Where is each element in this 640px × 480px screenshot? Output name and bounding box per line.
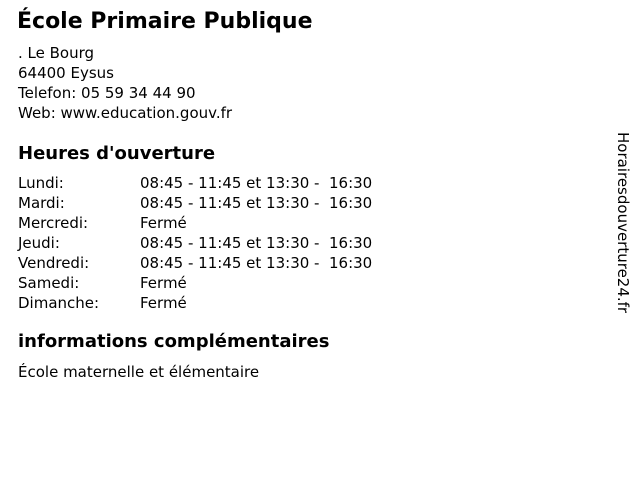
opening-hours-heading: Heures d'ouverture (18, 143, 216, 164)
day-label: Mercredi: (18, 214, 89, 232)
hours-value: 08:45 - 11:45 et 13:30 - 16:30 (140, 174, 373, 192)
additional-info-heading: informations complémentaires (18, 331, 330, 352)
day-label: Dimanche: (18, 294, 100, 312)
day-label: Mardi: (18, 194, 65, 212)
hours-value: 08:45 - 11:45 et 13:30 - 16:30 (140, 254, 373, 272)
site-watermark: Horairesdouverture24.fr (614, 132, 632, 314)
day-label: Lundi: (18, 174, 64, 192)
hours-value: 08:45 - 11:45 et 13:30 - 16:30 (140, 234, 373, 252)
hours-row-saturday (18, 273, 372, 293)
hours-row-sunday (18, 293, 372, 313)
hours-row-friday (18, 253, 372, 273)
business-name: École Primaire Publique (17, 9, 313, 34)
hours-row-wednesday (18, 213, 372, 233)
hours-row-tuesday (18, 193, 372, 213)
additional-info-text: École maternelle et élémentaire (18, 363, 260, 381)
hours-value: Fermé (140, 214, 187, 232)
day-label: Vendredi: (18, 254, 90, 272)
hours-value: Fermé (140, 294, 187, 312)
address-street: . Le Bourg (18, 44, 95, 62)
hours-value: 08:45 - 11:45 et 13:30 - 16:30 (140, 194, 373, 212)
address-block (18, 43, 232, 123)
hours-row-monday (18, 173, 372, 193)
address-city: 64400 Eysus (18, 64, 114, 82)
hours-row-thursday (18, 233, 372, 253)
website-line: Web: www.education.gouv.fr (18, 104, 233, 122)
day-label: Jeudi: (18, 234, 60, 252)
opening-hours-table (18, 173, 372, 313)
phone-line: Telefon: 05 59 34 44 90 (18, 84, 196, 102)
hours-value: Fermé (140, 274, 187, 292)
day-label: Samedi: (18, 274, 80, 292)
